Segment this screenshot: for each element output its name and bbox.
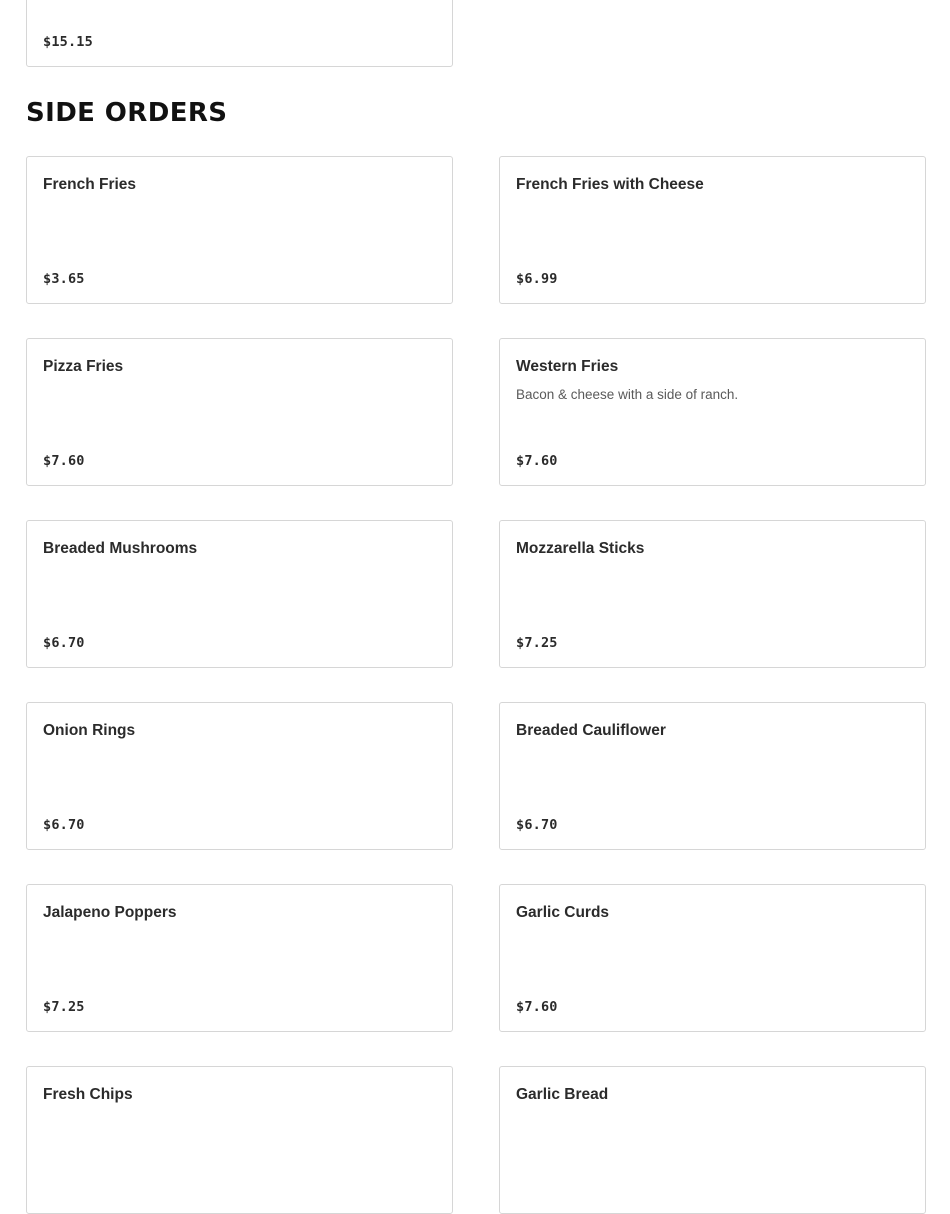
menu-item-name: Mozzarella Sticks bbox=[516, 540, 645, 557]
menu-item-description: Bacon & cheese with a side of ranch. bbox=[516, 387, 739, 402]
menu-item-price: $6.70 bbox=[43, 635, 85, 651]
menu-item-card[interactable] bbox=[26, 156, 453, 304]
menu-item-name: Onion Rings bbox=[43, 722, 136, 739]
menu-item-name: Pizza Fries bbox=[43, 358, 124, 375]
menu-item-price: $6.70 bbox=[43, 817, 85, 833]
menu-item-name: Jalapeno Poppers bbox=[43, 904, 177, 921]
menu-item-price: $7.60 bbox=[516, 999, 558, 1015]
menu-item-card[interactable] bbox=[26, 1066, 453, 1214]
menu-item-price: $7.25 bbox=[43, 999, 85, 1015]
menu-item-price: $6.99 bbox=[516, 271, 558, 287]
menu-item-card[interactable] bbox=[26, 0, 453, 67]
menu-item-card[interactable] bbox=[26, 884, 453, 1032]
menu-item-card[interactable] bbox=[26, 702, 453, 850]
menu-item-name: Fresh Chips bbox=[43, 1086, 133, 1103]
menu-item-price: $7.25 bbox=[516, 635, 558, 651]
menu-item-price: $15.15 bbox=[43, 34, 93, 50]
menu-item-card[interactable] bbox=[499, 156, 926, 304]
menu-item-name: Garlic Bread bbox=[516, 1086, 609, 1103]
menu-item-card[interactable] bbox=[26, 520, 453, 668]
menu-item-name: Breaded Cauliflower bbox=[516, 722, 666, 739]
menu-item-name: Western Fries bbox=[516, 358, 619, 375]
menu-item-name: Breaded Mushrooms bbox=[43, 540, 198, 557]
menu-item-price: $7.60 bbox=[516, 453, 558, 469]
menu-item-card[interactable] bbox=[499, 338, 926, 486]
section-title: SIDE ORDERS bbox=[26, 98, 228, 128]
menu-item-card[interactable] bbox=[499, 884, 926, 1032]
menu-item-price: $7.60 bbox=[43, 453, 85, 469]
menu-item-card[interactable] bbox=[26, 338, 453, 486]
menu-item-name: French Fries bbox=[43, 176, 137, 193]
menu-item-name: Garlic Curds bbox=[516, 904, 610, 921]
menu-item-price: $3.65 bbox=[43, 271, 85, 287]
menu-item-card[interactable] bbox=[499, 702, 926, 850]
menu-item-price: $6.70 bbox=[516, 817, 558, 833]
menu-item-name: French Fries with Cheese bbox=[516, 176, 704, 193]
menu-item-card[interactable] bbox=[499, 520, 926, 668]
menu-item-card[interactable] bbox=[499, 1066, 926, 1214]
